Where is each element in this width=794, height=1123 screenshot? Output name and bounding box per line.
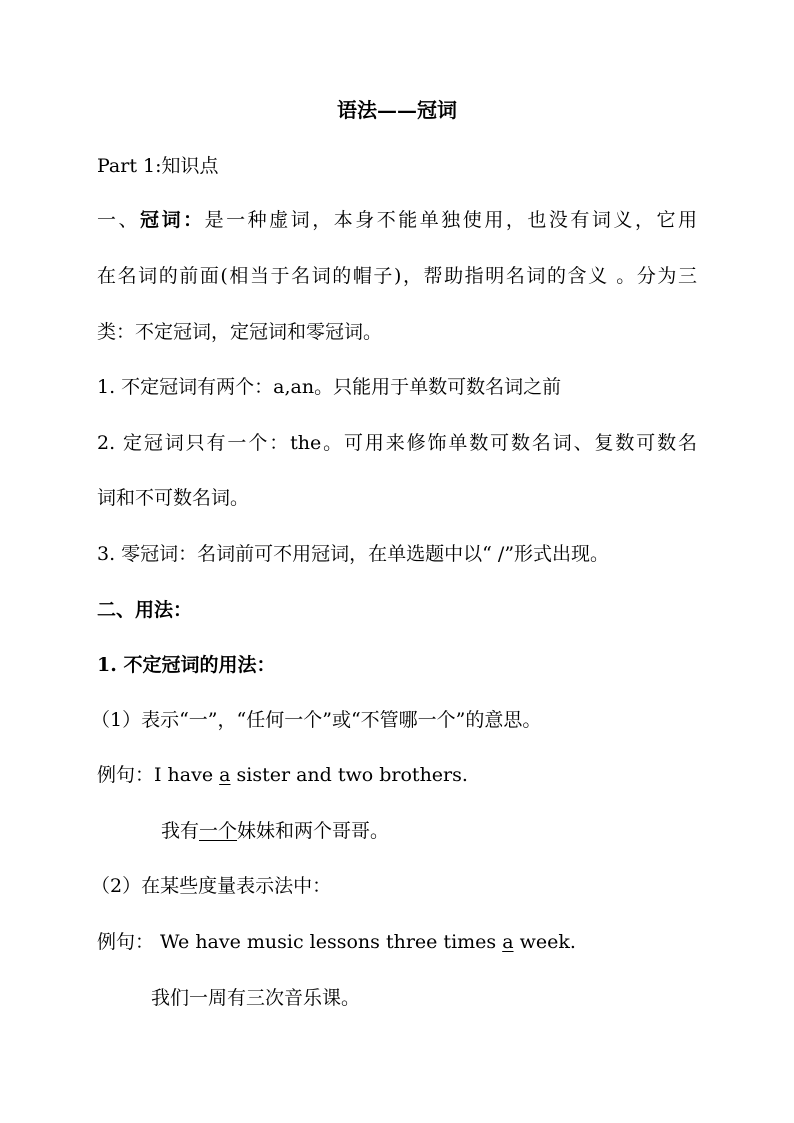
section1-number: 一、	[97, 209, 141, 231]
document-page	[91, 0, 697, 1123]
underlined-phrase: 一个	[199, 820, 238, 842]
example-label: 例句：	[97, 764, 155, 786]
section1-line3: 类：不定冠词，定冠词和零冠词。	[97, 321, 383, 343]
section2-heading: 二、用法：	[97, 599, 193, 621]
part-heading: Part 1:知识点	[97, 155, 219, 177]
list-item-definite-line1: 2. 定冠词只有一个：the。可用来修饰单数可数名词、复数可数名	[97, 432, 697, 454]
example1-cn: 我有一个妹妹和两个哥哥。	[161, 820, 390, 842]
list-item-definite-line2: 词和不可数名词。	[97, 487, 250, 509]
section1-line2: 在名词的前面(相当于名词的帽子)，帮助指明名词的含义 。分为三	[97, 265, 697, 287]
list-item-zero-article: 3. 零冠词：名词前可不用冠词，在单选题中以“ /”形式出现。	[97, 543, 610, 565]
rule2: （2）在某些度量表示法中：	[91, 875, 332, 897]
rule1: （1）表示“一”，“任何一个”或“不管哪一个”的意思。	[91, 709, 542, 731]
page-title: 语法——冠词	[337, 98, 457, 122]
section1-text1: 是一种虚词，本身不能单独使用，也没有词义，它用	[204, 209, 697, 231]
list-item-indefinite: 1. 不定冠词有两个：a,an。只能用于单数可数名词之前	[97, 376, 562, 398]
subsection1-heading: 1. 不定冠词的用法：	[97, 654, 276, 676]
underlined-article: a	[219, 764, 231, 786]
section1-term: 冠词：	[140, 209, 205, 231]
example-label: 例句：	[97, 931, 155, 953]
example2-cn: 我们一周有三次音乐课。	[151, 987, 361, 1009]
section1-line1	[97, 208, 697, 232]
example2-en: 例句： We have music lessons three times a week.	[97, 931, 576, 953]
underlined-article: a	[502, 931, 514, 953]
example1-en: 例句：I have a sister and two brothers.	[97, 764, 468, 786]
